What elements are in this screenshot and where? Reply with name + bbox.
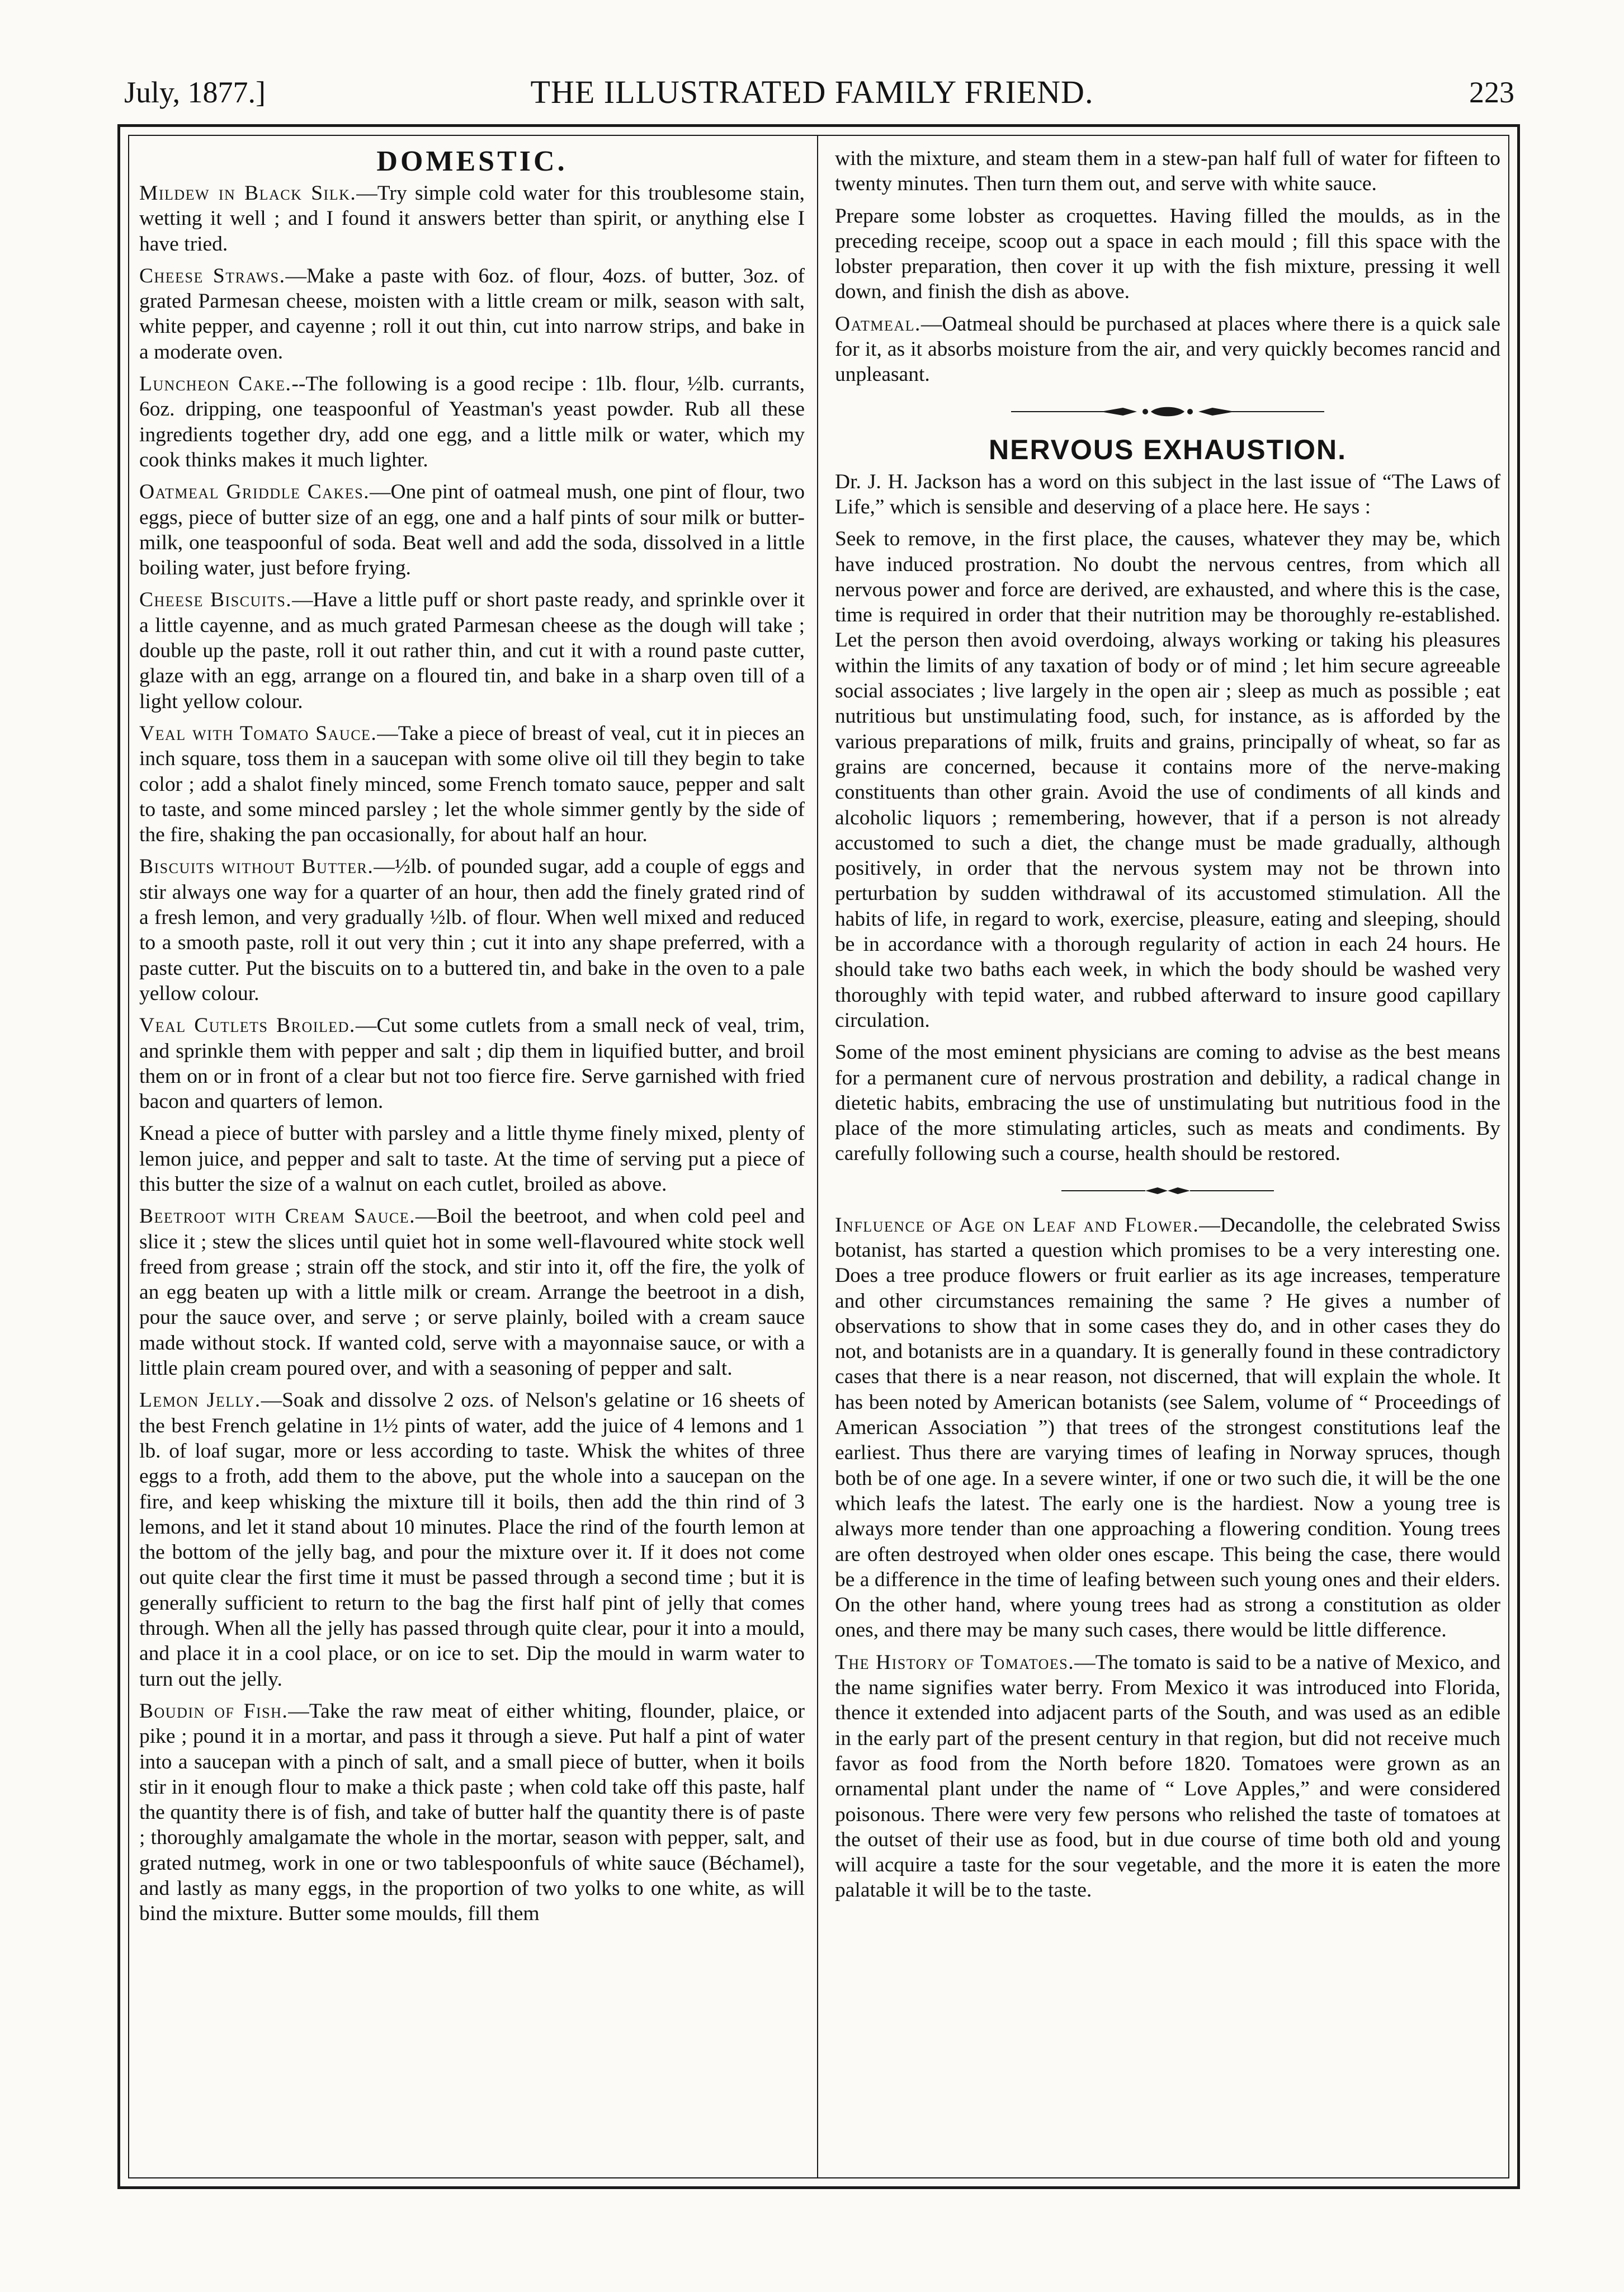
domestic-recipes bbox=[139, 181, 805, 1927]
recipe-title: Boudin of Fish. bbox=[139, 1699, 289, 1723]
nervous-exhaustion-paragraph: Seek to remove, in the first place, the causes, whatever they may be, which have induced prostration. No doubt the nervous centres, from which all nervous power and force are derived, are exhausted, and where this is the case, time is required in order that their nutrition may be thoroughly re-established. Let the person then avoid overdoing, always working or taking his pleasures within the limits of any taxation of body or of mind ; let him secure agreeable social associates ; live largely in the open air ; sleep as much as possible ; eat nutritious but unstimulating food, such, for instance, as is afforded by the various preparations of milk, fruits and grains, principally of wheat, so far as grains are concerned, because it contains more of the nerve-making constituents than other grain. Avoid the use of condiments of all kinds and alcoholic liquors ; remembering, however, that if a person is not already accustomed to such a diet, the change must be made gradually, although positively, in order that the nervous system may not be thrown into perturbation by sudden withdrawal of its accustomed stimulation. All the habits of life, in regard to work, exercise, pleasure, eating and sleeping, should be in accordance with a thorough regularity of action in each 24 hours. He should take two baths each week, in which the body should be washed very thoroughly with tepid water, and rubbed afterward to insure good capillary circulation. bbox=[835, 527, 1500, 1032]
recipe-title: Veal with Tomato Sauce. bbox=[139, 721, 377, 745]
recipe-paragraph bbox=[139, 1013, 805, 1114]
recipe-paragraph bbox=[139, 721, 805, 847]
recipe-text: —Take a piece of breast of veal, cut it in pieces an inch square, toss them in a saucepan with some olive oil till they begin to take color ; add a shalot finely minced, some French tomato sauce, pepper and salt to taste, and some minced parsley ; let the whole simmer gently by the side of the fire, shaking the pan occasionally, for about half an hour. bbox=[139, 721, 805, 847]
recipe-text: —Have a little puff or short paste ready, and sprinkle over it a little cayenne, and as much grated Parmesan cheese as the dough will take ; double up the paste, roll it out rather thin, and cut it with a round paste cutter, glaze with an egg, arrange on a floured tin, and bake in a sharp oven till of a light yellow colour. bbox=[139, 588, 805, 713]
ornament-rule-icon bbox=[1061, 1182, 1274, 1199]
recipe-title: Cheese Biscuits. bbox=[139, 588, 292, 612]
ornamental-divider bbox=[835, 401, 1500, 418]
recipe-paragraph bbox=[139, 1699, 805, 1927]
lobster-paragraph: Prepare some lobster as croquettes. Having filled the moulds, as in the preceding receipe, scoop out a space in each mould ; fill this space with the lobster preparation, then cover it up with the fish mixture, pressing it well down, and finish the dish as above. bbox=[835, 204, 1500, 304]
recipe-text: —Boil the beetroot, and when cold peel and slice it ; stew the slices until quiet hot in some well-flavoured white stock well freed from grease ; strain off the stock, and stir into it, off the fire, the yolk of an egg beaten up with a little milk or cream. Arrange the beetroot in a dish, pour the sauce over, and serve ; or serve plainly, boiled with a cream sauce made without stock. If wanted cold, serve with a mayonnaise sauce, or with a little plain cream poured over, and with a seasoning of pepper and salt. bbox=[139, 1205, 805, 1380]
tomatoes-text: —The tomato is said to be a native of Mexico, and the name signifies water berry. From Mexico it was introduced into Florida, thence it extended into adjacent parts of the South, and was used as an edible in the early part of the present century in that region, but did not receive much favor as food from the North before 1820. Tomatoes were grown as an ornamental plant under the name of “ Love Apples,” and were considered poisonous. There were very few persons who relished the taste of tomatoes at the outset of their use as food, but in due course of time both old and young will acquire a taste for the sour vegetable, and the more it is eaten the more palatable it will be to the taste. bbox=[835, 1650, 1500, 1902]
recipe-title: Luncheon Cake. bbox=[139, 372, 292, 396]
recipe-paragraph bbox=[139, 371, 805, 473]
recipe-paragraph bbox=[139, 479, 805, 581]
nervous-exhaustion-paragraph: Dr. J. H. Jackson has a word on this subject in the last issue of “The Laws of Life,” which is sensible and deserving of a place here. He says : bbox=[835, 470, 1500, 518]
page-number: 223 bbox=[1469, 76, 1514, 109]
recipe-text: —Take the raw meat of either whiting, flounder, plaice, or pike ; pound it in a mortar, and pass it through a sieve. Put half a pint of water into a saucepan with a pinch of salt, and a small piece of butter, when it boils stir in it enough flour to make a thick paste ; when cold take off this paste, half the quantity there is of fish, and take of butter half the quantity there is of paste ; thoroughly amalgamate the whole in the mortar, season with pepper, salt, and grated nutmeg, work in one or two tablespoonfuls of white sauce (Béchamel), and lastly as many eggs, in the proportion of two yolks to one white, as will bind the mixture. Butter some moulds, fill them bbox=[139, 1699, 805, 1926]
recipe-paragraph bbox=[139, 181, 805, 257]
recipe-text: —Cut some cutlets from a small neck of veal, trim, and sprinkle them with pepper and salt ; dip them in liquified butter, and broil them on or in front of a clear but not too fierce fire. Serve garnished with fried bacon and quarters of lemon. bbox=[139, 1014, 805, 1114]
right-column bbox=[835, 146, 1500, 1910]
column-divider bbox=[817, 136, 818, 2177]
recipe-text: —One pint of oatmeal mush, one pint of flour, two eggs, piece of butter size of an egg, one and a half pints of sour milk or butter-milk, one teaspoonful of soda. Beat well and add the soda, dissolved in a little boiling water, just before frying. bbox=[139, 480, 805, 580]
recipe-title: Mildew in Black Silk. bbox=[139, 182, 357, 205]
recipe-text: —Make a paste with 6oz. of flour, 4ozs. of butter, 3oz. of grated Parmesan cheese, moisten with a little cream or milk, season with salt, white pepper, and cayenne ; roll it out thin, cut into narrow strips, and bake in a moderate oven. bbox=[139, 264, 805, 364]
recipe-title: Cheese Straws. bbox=[139, 264, 286, 287]
recipe-paragraph bbox=[139, 1204, 805, 1381]
left-column bbox=[139, 146, 805, 1933]
tomatoes-lead: The History of Tomatoes. bbox=[835, 1650, 1075, 1674]
recipe-paragraph bbox=[139, 854, 805, 1006]
oatmeal-text: —Oatmeal should be purchased at places where there is a quick sale for it, as it absorbs moisture from the air, and very quickly becomes rancid and unpleasant. bbox=[835, 312, 1500, 386]
continued-paragraph: with the mixture, and steam them in a stew-pan half full of water for fifteen to twenty minutes. Then turn them out, and serve with white sauce. bbox=[835, 147, 1500, 196]
recipe-paragraph bbox=[139, 1121, 805, 1197]
ornament-rule-icon bbox=[1011, 403, 1324, 420]
recipe-title: Veal Cutlets Broiled. bbox=[139, 1014, 356, 1037]
section-title-domestic: DOMESTIC. bbox=[376, 145, 568, 177]
recipe-paragraph bbox=[139, 1388, 805, 1692]
recipe-text: Knead a piece of butter with parsley and a little thyme finely mixed, plenty of lemon juice, and pepper and salt to taste. At the time of serving put a piece of this butter the size of a walnut on each cutlet, broiled as above. bbox=[139, 1122, 805, 1196]
oatmeal-lead: Oatmeal. bbox=[835, 312, 921, 336]
oatmeal-paragraph bbox=[835, 312, 1500, 388]
influence-text: —Decandolle, the celebrated Swiss botanist, has started a question which promises to be a very interesting one. Does a tree produce flowers or fruit earlier as its age increases, temperature and other circumstances remaining the same ? He gives a number of observations to show that in some cases they do, and in other cases they do not, and botanists are in a quandary. It is generally found in these contradictory cases that there is a near reason, not discerned, that will explain the whole. It has been noted by American botanists (see Salem, volume of “ Proceedings of American Association ”) that trees of the strongest constitutions leaf the earliest. Thus there are varying times of leafing in Norway spruces, though both be of one age. In a severe winter, if one or two such die, it will be the one which leafs the latest. The early one is the hardiest. Now a young tree is always more tender than one approaching a flowering condition. Young trees are often destroyed when older ones escape. This being the case, there would be a difference in the time of leafing between such young ones and their elders. On the other hand, where young trees had as strong a constitution as older ones, and there may be many such cases, there would be little difference. bbox=[835, 1213, 1501, 1642]
section-title-nervous-exhaustion: NERVOUS EXHAUSTION. bbox=[989, 433, 1347, 465]
influence-lead: Influence of Age on Leaf and Flower. bbox=[835, 1213, 1200, 1237]
recipe-paragraph bbox=[139, 587, 805, 714]
page-frame bbox=[117, 124, 1520, 2189]
recipe-text: —½lb. of pounded sugar, add a couple of eggs and stir always one way for a quarter of an hour, then add the finely grated rind of a fresh lemon, and very gradually ½lb. of flour. When well mixed and reduced to a smooth paste, roll it out very thin ; cut it into any shape preferred, with a paste cutter. Put the biscuits on to a buttered tin, and bake in the oven to a pale yellow colour. bbox=[139, 855, 805, 1005]
recipe-text: —Soak and dissolve 2 ozs. of Nelson's gelatine or 16 sheets of the best French gelatine in 1½ pints of water, add the juice of 4 lemons and 1 lb. of loaf sugar, more or less according to taste. Whisk the whites of three eggs to a froth, add them to the above, put the whole into a saucepan on the fire, and keep whisking the mixture till it boils, then add the thin rind of 3 lemons, and let it stand about 10 minutes. Place the rind of the fourth lemon at the bottom of the jelly bag, and pour the mixture over it. If it does not come out quite clear the first time it must be passed through a second time ; but it is generally sufficient to return to the bag the first half pint of jelly that comes through. When all the jelly has passed through quite clear, pour it into a mould, and place it in a cool place, or on ice to set. Dip the mould in warm water to turn out the jelly. bbox=[139, 1389, 805, 1691]
publication-title: THE ILLUSTRATED FAMILY FRIEND. bbox=[530, 74, 1094, 110]
nervous-exhaustion-paragraph: Some of the most eminent physicians are coming to advise as the best means for a permanent cure of nervous prostration and debility, a radical change in dietetic habits, embracing the use of unstimulating but nutritious food in the place of the more stimulating articles, such as meats and condiments. By carefully following such a course, health should be restored. bbox=[835, 1041, 1500, 1166]
recipe-text: —Try simple cold water for this troublesome stain, wetting it well ; and I found it answers better than spirit, or anything else I have tried. bbox=[139, 182, 805, 256]
influence-paragraph bbox=[835, 1213, 1500, 1643]
recipe-text: --The following is a good recipe : 1lb. flour, ½lb. currants, 6oz. dripping, one teaspoonful of Yeastman's yeast powder. Rub all these ingredients together dry, add one egg, and a little milk or water, which my cook thinks makes it much lighter. bbox=[139, 372, 805, 471]
recipe-title: Oatmeal Griddle Cakes. bbox=[139, 480, 370, 504]
tomatoes-paragraph bbox=[835, 1650, 1500, 1903]
issue-date: July, 1877.] bbox=[124, 76, 266, 109]
nervous-exhaustion-body bbox=[835, 469, 1500, 1167]
running-header bbox=[0, 73, 1624, 123]
recipe-title: Beetroot with Cream Sauce. bbox=[139, 1205, 416, 1228]
small-ornamental-divider bbox=[835, 1180, 1500, 1197]
recipe-paragraph bbox=[139, 263, 805, 365]
recipe-title: Lemon Jelly. bbox=[139, 1389, 261, 1412]
recipe-title: Biscuits without Butter. bbox=[139, 855, 374, 879]
